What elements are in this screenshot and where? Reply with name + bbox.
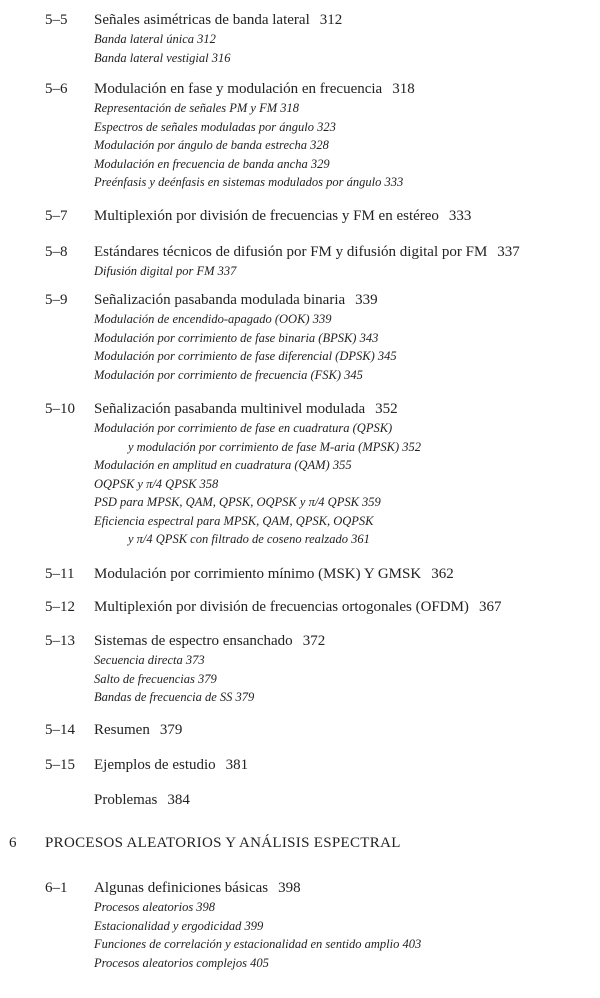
section-title-text: Resumen bbox=[94, 722, 150, 738]
section-number: 5–14 bbox=[45, 722, 75, 738]
chapter-number: 6 bbox=[9, 835, 17, 851]
subsection-list bbox=[94, 651, 254, 707]
subsection-entry: Banda lateral vestigial 316 bbox=[94, 50, 231, 65]
section-page: 318 bbox=[392, 81, 415, 97]
section-title bbox=[94, 632, 325, 650]
subsection-entry: Banda lateral única 312 bbox=[94, 32, 216, 46]
subsection-entry: Modulación por ángulo de banda estrecha 328 bbox=[94, 138, 329, 152]
section-page: 398 bbox=[278, 880, 301, 896]
section-page: 339 bbox=[355, 292, 378, 308]
subsection-entry: OQPSK y π/4 QPSK 358 bbox=[94, 476, 219, 491]
subsection-entry: Salto de frecuencias 379 bbox=[94, 671, 217, 686]
subsection-list bbox=[94, 419, 421, 549]
subsection-list bbox=[94, 262, 236, 281]
section-title bbox=[94, 11, 342, 29]
subsection-entry: Modulación de encendido-apagado (OOK) 339 bbox=[94, 312, 332, 326]
section-number: 5–10 bbox=[45, 401, 75, 417]
section-title-text: Modulación en fase y modulación en frecuencia bbox=[94, 81, 383, 97]
subsection-entry: PSD para MPSK, QAM, QPSK, OQPSK y π/4 QPSK 359 bbox=[94, 495, 381, 509]
section-number: 5–15 bbox=[45, 757, 75, 773]
subsection-entry: Modulación en frecuencia de banda ancha 329 bbox=[94, 156, 330, 171]
subsection-list bbox=[94, 99, 403, 192]
subsection-entry: Modulación por corrimiento de frecuencia (FSK) 345 bbox=[94, 367, 363, 382]
section-number: 5–12 bbox=[45, 599, 75, 615]
section-page: 379 bbox=[159, 722, 183, 738]
section-title-text: Estándares técnicos de difusión por FM y difusión digital por FM bbox=[94, 244, 488, 260]
subsection-entry: Espectros de señales moduladas por ángulo 323 bbox=[94, 119, 336, 134]
section-title bbox=[94, 80, 415, 98]
section-number: 6–1 bbox=[45, 880, 68, 896]
subsection-entry: Estacionalidad y ergodicidad 399 bbox=[94, 918, 264, 933]
subsection-entry: Modulación por corrimiento de fase en cuadratura (QPSK) bbox=[94, 421, 393, 435]
section-title-text: Multiplexión por división de frecuencias y FM en estéreo bbox=[94, 208, 439, 224]
section-title-text: Modulación por corrimiento mínimo (MSK) Y GMSK bbox=[94, 566, 422, 582]
section-number: 5–6 bbox=[45, 81, 68, 97]
subsection-entry: Secuencia directa 373 bbox=[94, 653, 205, 667]
section-title-text: Problemas bbox=[94, 792, 158, 808]
section-title-text: Ejemplos de estudio bbox=[94, 757, 216, 773]
subsection-list bbox=[94, 898, 421, 972]
section-title bbox=[94, 291, 378, 309]
section-number: 5–13 bbox=[45, 633, 75, 649]
section-title-text: Señales asimétricas de banda lateral bbox=[94, 12, 310, 28]
section-title bbox=[94, 721, 182, 739]
section-number: 5–9 bbox=[45, 292, 68, 308]
section-title bbox=[94, 791, 190, 809]
subsection-entry: Procesos aleatorios complejos 405 bbox=[94, 955, 269, 970]
section-number: 5–11 bbox=[45, 566, 75, 582]
section-page: 367 bbox=[478, 599, 502, 615]
section-title-text: Algunas definiciones básicas bbox=[94, 880, 269, 896]
subsection-entry: y π/4 QPSK con filtrado de coseno realzado 361 bbox=[128, 532, 370, 546]
section-title-text: Señalización pasabanda modulada binaria bbox=[94, 292, 346, 308]
subsection-list bbox=[94, 310, 397, 384]
section-number: 5–8 bbox=[45, 244, 68, 260]
section-page: 384 bbox=[167, 792, 190, 808]
section-title-text: Sistemas de espectro ensanchado bbox=[94, 633, 293, 649]
section-title-text: Señalización pasabanda multinivel modulada bbox=[94, 401, 366, 417]
subsection-entry: Modulación por corrimiento de fase binaria (BPSK) 343 bbox=[94, 330, 379, 345]
subsection-entry: Modulación en amplitud en cuadratura (QAM) 355 bbox=[94, 458, 352, 472]
subsection-entry: Preénfasis y deénfasis en sistemas modulados por ángulo 333 bbox=[94, 175, 404, 189]
subsection-entry: Funciones de correlación y estacionalidad en sentido amplio 403 bbox=[94, 937, 422, 951]
section-page: 312 bbox=[319, 12, 343, 28]
section-title bbox=[94, 207, 471, 225]
section-page: 337 bbox=[497, 244, 520, 260]
section-title-text: Multiplexión por división de frecuencias ortogonales (OFDM) bbox=[94, 599, 469, 615]
section-page: 333 bbox=[448, 208, 472, 224]
section-number: 5–7 bbox=[45, 208, 68, 224]
subsection-entry: Modulación por corrimiento de fase diferencial (DPSK) 345 bbox=[94, 349, 397, 363]
subsection-entry: y modulación por corrimiento de fase M-aria (MPSK) 352 bbox=[128, 439, 422, 454]
subsection-entry: Procesos aleatorios 398 bbox=[94, 900, 216, 914]
section-page: 352 bbox=[375, 401, 398, 417]
section-title bbox=[94, 879, 301, 897]
section-page: 372 bbox=[302, 633, 326, 649]
subsection-entry: Difusión digital por FM 337 bbox=[94, 264, 237, 278]
subsection-entry: Bandas de frecuencia de SS 379 bbox=[94, 690, 255, 704]
section-title bbox=[94, 598, 501, 616]
chapter-title: PROCESOS ALEATORIOS Y ANÁLISIS ESPECTRAL bbox=[45, 835, 401, 851]
subsection-entry: Eficiencia espectral para MPSK, QAM, QPSK, OQPSK bbox=[94, 513, 374, 528]
section-page: 381 bbox=[225, 757, 249, 773]
section-number: 5–5 bbox=[45, 12, 68, 28]
subsection-entry: Representación de señales PM y FM 318 bbox=[94, 101, 300, 115]
section-title bbox=[94, 400, 398, 418]
subsection-list bbox=[94, 30, 230, 67]
section-title bbox=[94, 243, 520, 261]
section-title bbox=[94, 756, 248, 774]
section-page: 362 bbox=[431, 566, 454, 582]
section-title bbox=[94, 565, 454, 583]
